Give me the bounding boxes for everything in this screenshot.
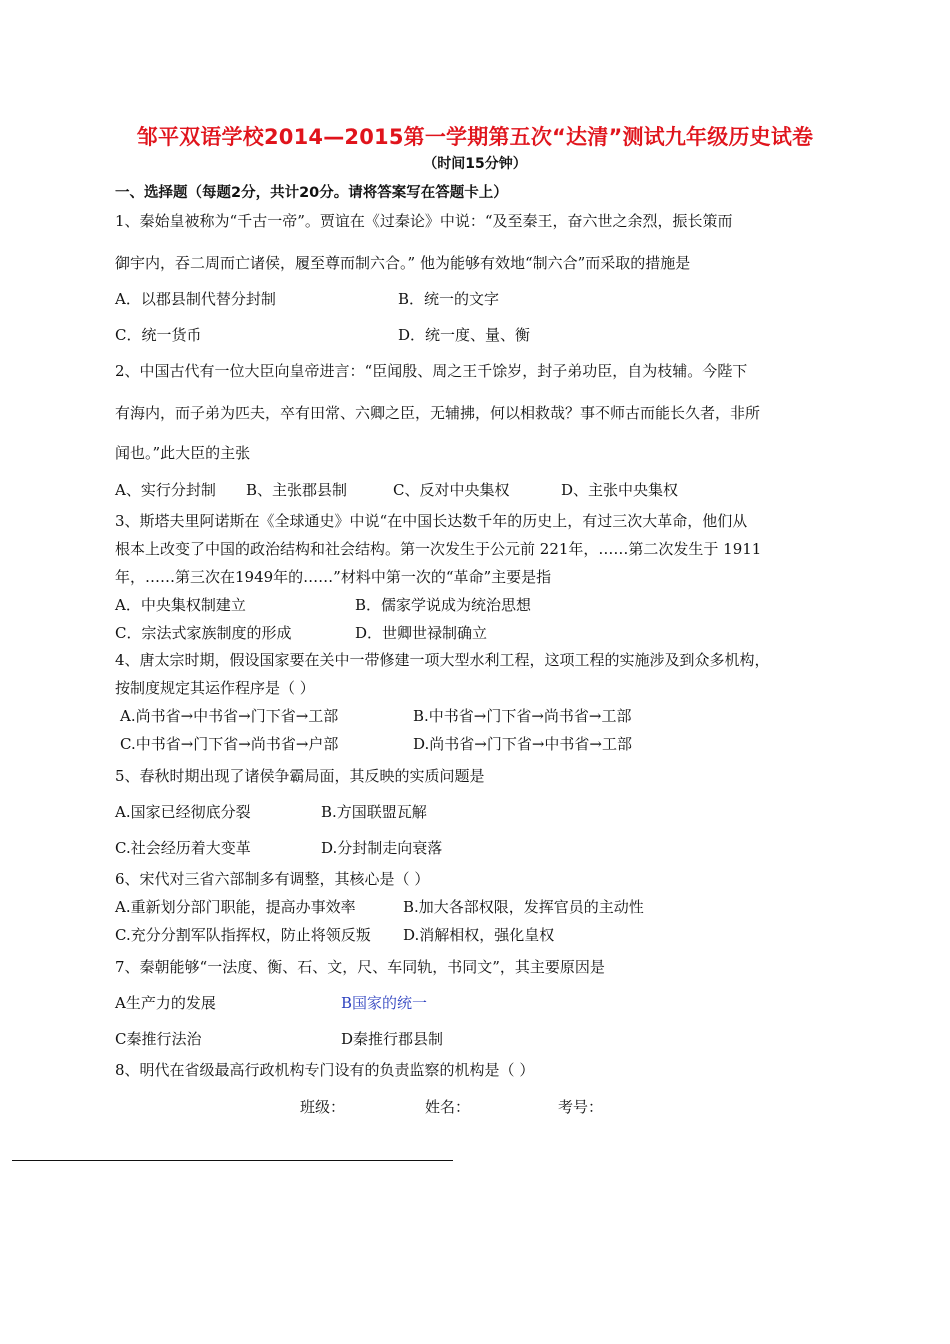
question-1-option-d: D．统一度、量、衡 [398,326,531,344]
question-5-option-b: B.方国联盟瓦解 [321,803,427,821]
question-2-line-2: 有海内，而子弟为匹夫，卒有田常、六卿之臣，无辅拂，何以相救哉？事不师古而能长久者，非所 [115,404,761,422]
question-4-option-c: C.中书省→门下省→尚书省→户部 [120,735,339,753]
question-3-line-3: 年，……第三次在1949年的……”材料中第一次的“革命”主要是指 [115,568,552,586]
question-5-option-a: A.国家已经彻底分裂 [115,803,251,821]
question-5-line-1: 5、春秋时期出现了诸侯争霸局面，其反映的实质问题是 [115,767,485,785]
page-subtitle: （时间15分钟） [423,156,527,172]
question-1-line-1: 1、秦始皇被称为“千古一帝”。贾谊在《过秦论》中说：“及至秦王，奋六世之余烈，振长策而 [115,212,733,230]
question-4-option-d: D.尚书省→门下省→中书省→工部 [413,735,632,753]
question-4-option-a: A.尚书省→中书省→门下省→工部 [120,707,339,725]
question-6-option-d: D.消解相权，强化皇权 [403,926,555,944]
question-4-line-2: 按制度规定其运作程序是（ ） [115,679,315,697]
question-3-option-d: D．世卿世禄制确立 [355,624,488,642]
question-3-option-c: C．宗法式家族制度的形成 [115,624,292,642]
question-5-option-d: D.分封制走向衰落 [321,839,443,857]
question-4-option-b: B.中书省→门下省→尚书省→工部 [413,707,632,725]
question-7-option-b: B国家的统一 [341,994,428,1012]
question-4-line-1: 4、唐太宗时期，假设国家要在关中一带修建一项大型水利工程，这项工程的实施涉及到众多机构， [115,651,770,669]
class-label: 班级： [300,1098,346,1116]
question-7-line-1: 7、秦朝能够“一法度、衡、石、文，尺、车同轨，书同文”，其主要原因是 [115,958,605,976]
question-8-line-1: 8、明代在省级最高行政机构专门设有的负责监察的机构是（ ） [115,1061,535,1079]
question-1-option-c: C．统一货币 [115,326,202,344]
question-3-line-1: 3、斯塔夫里阿诺斯在《全球通史》中说“在中国长达数千年的历史上，有过三次大革命，他们从 [115,512,748,530]
question-2-option-a: A、实行分封制 [115,481,216,499]
question-7-option-d: D秦推行郡县制 [341,1030,444,1048]
section-heading: 一、选择题（每题2分，共计20分。请将答案写在答题卡上） [115,185,508,201]
question-2-line-1: 2、中国古代有一位大臣向皇帝进言：“臣闻殷、周之王千馀岁，封子弟功臣，自为枝辅。今陛下 [115,362,748,380]
question-2-option-b: B、主张郡县制 [246,481,348,499]
question-2-option-d: D、主张中央集权 [561,481,679,499]
exam-number-label: 考号： [558,1098,604,1116]
question-7-option-c: C秦推行法治 [115,1030,202,1048]
question-2-option-c: C、反对中央集权 [393,481,510,499]
question-3-option-b: B．儒家学说成为统治思想 [355,596,532,614]
name-label: 姓名： [425,1098,471,1116]
question-1-option-b: B．统一的文字 [398,290,500,308]
question-6-option-c: C.充分分割军队指挥权，防止将领反叛 [115,926,371,944]
question-6-line-1: 6、宋代对三省六部制多有调整，其核心是（ ） [115,870,430,888]
question-6-option-b: B.加大各部权限，发挥官员的主动性 [403,898,644,916]
question-1-line-2: 御宇内，吞二周而亡诸侯，履至尊而制六合。” 他为能够有效地“制六合”而采取的措施是 [115,254,691,272]
question-3-option-a: A．中央集权制建立 [115,596,246,614]
page-title: 邹平双语学校2014—2015第一学期第五次“达清”测试九年级历史试卷 [136,125,814,149]
question-7-option-a: A生产力的发展 [115,994,216,1012]
question-5-option-c: C.社会经历着大变革 [115,839,251,857]
question-2-line-3: 闻也。”此大臣的主张 [115,444,251,462]
question-1-option-a: A．以郡县制代替分封制 [115,290,276,308]
question-6-option-a: A.重新划分部门职能，提高办事效率 [115,898,356,916]
question-3-line-2: 根本上改变了中国的政治结构和社会结构。第一次发生于公元前 221年，……第二次发生于 1911 [115,540,762,558]
footnote-divider [12,1160,453,1161]
